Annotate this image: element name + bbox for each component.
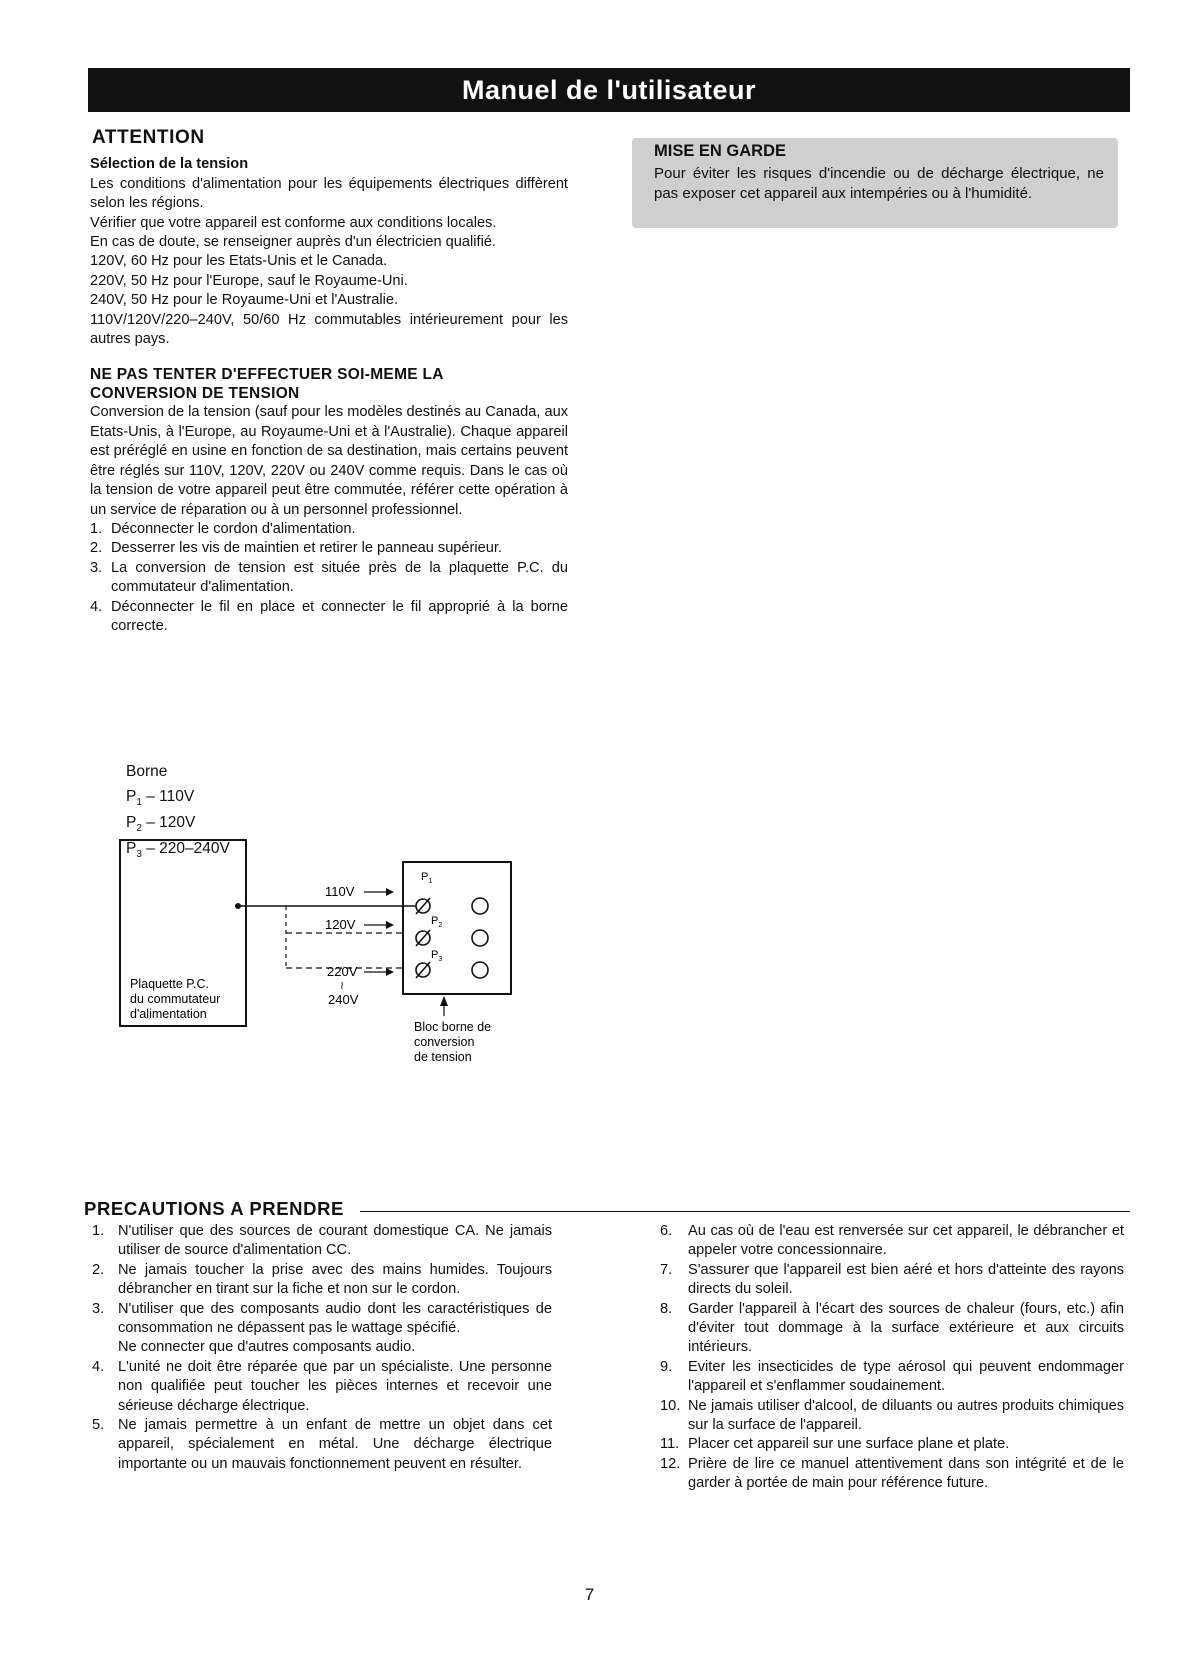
list-item	[92, 1261, 552, 1300]
label-120v: 120V	[325, 917, 356, 932]
terminal-block-label: conversion	[414, 1035, 475, 1049]
list-item-text: Ne jamais utiliser d'alcool, de diluants ou autres produits chimiques sur la surface de l'appareil.	[688, 1397, 1124, 1434]
list-item-text: Ne connecter que d'autres composants audio.	[118, 1339, 416, 1356]
list-item-number: 4.	[92, 1358, 105, 1375]
precautions-left-column	[92, 1222, 552, 1474]
attention-paragraph: 240V, 50 Hz pour le Royaume-Uni et l'Australie.	[90, 292, 399, 309]
list-item	[90, 520, 568, 539]
list-item-text: Eviter les insecticides de type aérosol qui peuvent endommager l'appareil et s'enflammer soudainement.	[688, 1358, 1124, 1395]
attention-paragraph: Les conditions d'alimentation pour les équipements électriques diffèrent selon les régions.	[90, 175, 568, 212]
terminal-subscript: 3	[136, 849, 142, 861]
terminal-title: Borne	[126, 763, 168, 780]
list-item	[90, 598, 568, 637]
terminal-subscript: 2	[136, 823, 142, 835]
list-item-number: 7.	[660, 1261, 673, 1278]
list-item	[92, 1222, 552, 1261]
attention-heading: ATTENTION	[92, 127, 205, 148]
terminal-voltage: – 120V	[141, 814, 196, 832]
warning-heading: MISE EN GARDE	[654, 142, 787, 160]
list-item-number: 12.	[660, 1455, 681, 1472]
precautions-heading: PRECAUTIONS A PRENDRE	[84, 1198, 348, 1220]
screw-terminal-p3	[416, 962, 430, 978]
list-item	[660, 1222, 1124, 1261]
warning-text: Pour éviter les risques d'incendie ou de décharge électrique, ne pas exposer cet appareil aux intempéries ou à l'humidité.	[654, 165, 1104, 202]
terminal-row	[126, 813, 230, 839]
list-item-number: 11.	[660, 1436, 680, 1453]
list-item-text: N'utiliser que des composants audio dont les caractéristiques de consommation ne dépassent pas le wattage spécifié.	[118, 1300, 552, 1337]
terminal-voltage: – 110V	[141, 788, 195, 805]
page-title: Manuel de l'utilisateur	[462, 75, 756, 105]
list-item-text: Placer cet appareil sur une surface plane et plate.	[688, 1436, 1010, 1453]
list-item-number: 4.	[90, 598, 103, 615]
pcb-label: du commutateur	[130, 992, 221, 1006]
terminal-block-label: de tension	[414, 1050, 472, 1064]
label-220v: 220V	[327, 964, 358, 979]
pcb-label: Plaquette P.C.	[130, 977, 209, 991]
page-title-banner	[88, 68, 1130, 112]
list-item	[90, 559, 568, 598]
voltage-conversion-diagram	[118, 838, 518, 1088]
terminal-label: P	[126, 788, 137, 805]
list-item	[660, 1300, 1124, 1358]
list-item	[92, 1358, 552, 1416]
terminal-p2-label: $P_2$	[431, 915, 443, 929]
terminal-label: P	[126, 840, 137, 858]
label-tilde: ≀	[340, 980, 345, 992]
list-item	[660, 1261, 1124, 1300]
section-divider	[360, 1211, 1130, 1212]
screw-terminal-p1	[416, 898, 430, 914]
list-item-text: La conversion de tension est située près de la plaquette P.C. du commutateur d'alimentation.	[111, 559, 568, 596]
page-number: 7	[584, 1585, 595, 1604]
attention-paragraph: 110V/120V/220–240V, 50/60 Hz commutables intérieurement pour les autres pays.	[90, 311, 568, 348]
terminal-p1-label: $P_1$	[421, 871, 433, 885]
list-item-number: 10.	[660, 1397, 681, 1414]
list-item	[660, 1358, 1124, 1397]
list-item-number: 6.	[660, 1223, 673, 1239]
pcb-label: d'alimentation	[130, 1007, 207, 1021]
conversion-heading	[90, 365, 568, 403]
list-item-number: 3.	[90, 559, 103, 576]
list-item-number: 1.	[90, 520, 103, 537]
list-item-text: N'utiliser que des sources de courant domestique CA. Ne jamais utiliser de source d'alimentation CC.	[118, 1223, 552, 1259]
conversion-heading-line: NE PAS TENTER D'EFFECTUER SOI-MEME LA	[90, 366, 444, 384]
screw-terminal-p2	[416, 930, 430, 946]
attention-paragraph: 120V, 60 Hz pour les Etats-Unis et le Canada.	[90, 253, 388, 270]
list-item-number: 2.	[90, 540, 103, 557]
attention-paragraph: 220V, 50 Hz pour l'Europe, sauf le Royaume-Uni.	[90, 272, 408, 289]
list-item-text: Déconnecter le fil en place et connecter le fil approprié à la borne correcte.	[111, 598, 568, 634]
list-item	[660, 1397, 1124, 1436]
warning-box	[632, 138, 1118, 228]
precautions-right-column	[660, 1222, 1124, 1494]
list-item-text: Garder l'appareil à l'écart des sources de chaleur (fours, etc.) afin d'éviter tout dommage à la surface extérieure et aux circuits intérieurs.	[688, 1300, 1124, 1356]
terminal-p3-label: $P_3$	[431, 949, 443, 963]
list-item-text: Ne jamais permettre à un enfant de mettre un objet dans cet appareil, spécialement en métal. Une décharge électrique importante ou un mauvais fonctionnement peuvent en résulter.	[118, 1417, 552, 1472]
list-item-text: Ne jamais toucher la prise avec des mains humides. Toujours débrancher en tirant sur la fiche et non sur le cordon.	[118, 1261, 552, 1298]
list-item-number: 2.	[92, 1261, 105, 1278]
list-item-text: Au cas où de l'eau est renversée sur cet appareil, le débrancher et appeler votre concessionnaire.	[688, 1223, 1124, 1259]
terminal-subscript: 1	[136, 797, 142, 809]
list-item	[90, 539, 568, 558]
list-item	[660, 1435, 1124, 1454]
list-item-number: 9.	[660, 1358, 673, 1375]
list-item-text: Déconnecter le cordon d'alimentation.	[111, 520, 356, 537]
list-item-text: S'assurer que l'appareil est bien aéré et hors d'atteinte des rayons directs du soleil.	[688, 1261, 1124, 1298]
list-item-number: 1.	[92, 1223, 105, 1239]
list-item	[92, 1300, 552, 1358]
list-item	[660, 1455, 1124, 1494]
conversion-paragraph: Conversion de la tension (sauf pour les modèles destinés au Canada, aux Etats-Unis, à l'Europe, au Royaume-Uni et à l'Australie). Chaque appareil est préréglé en usine en fonction de sa destination, mais certains peuvent être réglés sur 110V, 120V, 220V ou 240V comme requis. Dans le cas où la tension de votre appareil peut être commutée, référer cette opération à un service de réparation ou à un personnel professionnel.	[90, 404, 568, 518]
terminal-block-label: Bloc borne de	[414, 1020, 492, 1034]
list-item-number: 5.	[92, 1417, 105, 1434]
terminal-row	[126, 787, 230, 813]
list-item-text: Prière de lire ce manuel attentivement dans son intégrité et de le garder à portée de main pour référence future.	[688, 1455, 1124, 1492]
terminal-voltage: – 220–240V	[141, 840, 230, 858]
label-110v: 110V	[325, 884, 355, 899]
attention-paragraph: Vérifier que votre appareil est conforme aux conditions locales.	[90, 214, 497, 231]
conversion-steps	[90, 520, 568, 636]
attention-paragraph: En cas de doute, se renseigner auprès d'un électricien qualifié.	[90, 234, 496, 251]
up-arrow-icon	[440, 996, 448, 1006]
list-item	[92, 1416, 552, 1474]
list-item-text: L'unité ne doit être réparée que par un spécialiste. Une personne non qualifiée peut toucher les pièces internes et recevoir une sérieuse décharge électrique.	[118, 1358, 552, 1414]
voltage-selection-subheading: Sélection de la tension	[90, 156, 249, 173]
list-item-number: 3.	[92, 1300, 105, 1317]
left-column	[90, 128, 568, 636]
conversion-heading-line: CONVERSION DE TENSION	[90, 385, 300, 403]
label-240v: 240V	[328, 992, 359, 1007]
list-item-text: Desserrer les vis de maintien et retirer le panneau supérieur.	[111, 540, 502, 557]
terminal-label: P	[126, 814, 137, 832]
list-item-number: 8.	[660, 1300, 673, 1317]
